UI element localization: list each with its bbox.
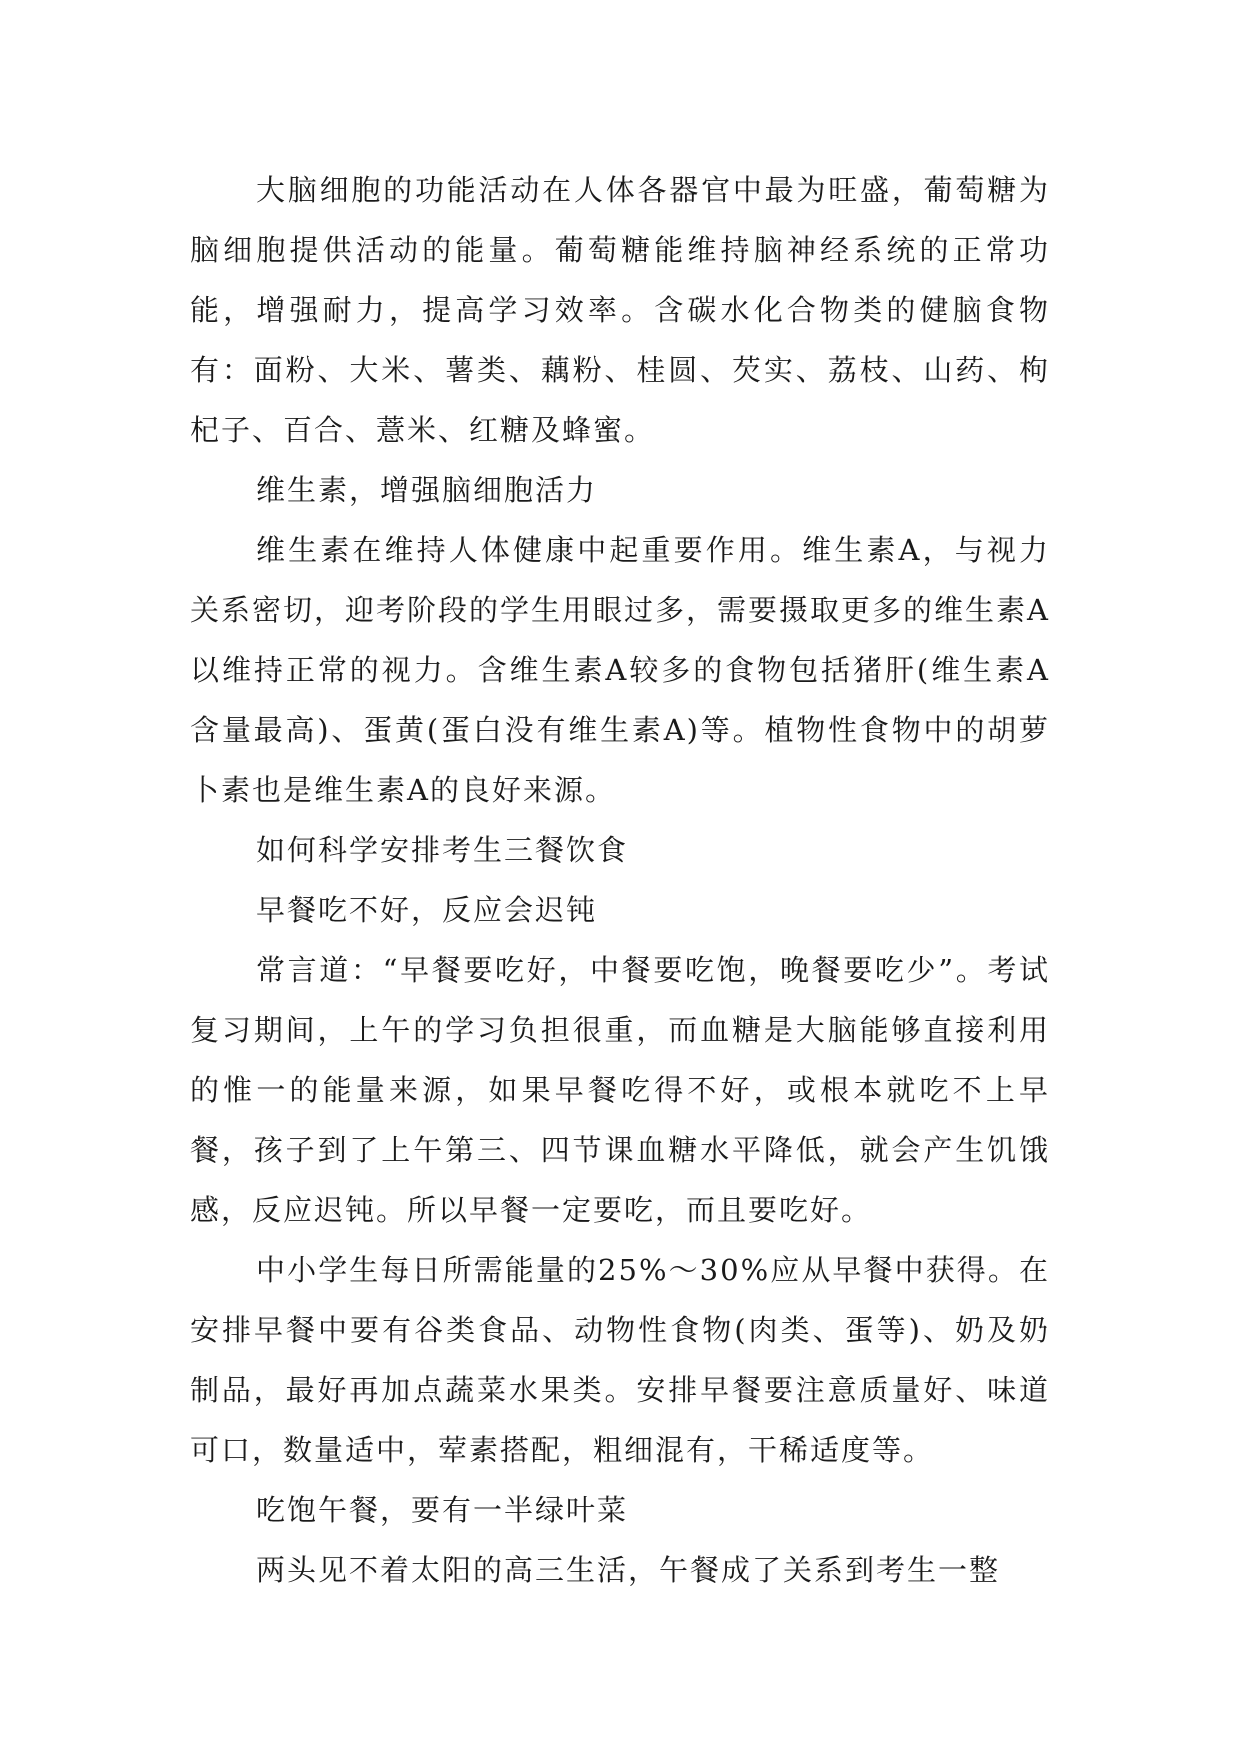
paragraph-breakfast-saying: 常言道：“早餐要吃好，中餐要吃饱，晚餐要吃少”。考试复习期间，上午的学习负担很重，而血糖是大脑能够直接利用的惟一的能量来源，如果早餐吃得不好，或根本就吃不上早餐，孩子到了上午第三、四节课血糖水平降低，就会产生饥饿感，反应迟钝。所以早餐一定要吃，而且要吃好。 — [190, 953, 1050, 1227]
heading-three-meals: 如何科学安排考生三餐饮食 — [256, 833, 629, 867]
paragraph-vitamin-a: 维生素在维持人体健康中起重要作用。维生素A，与视力关系密切，迎考阶段的学生用眼过多，需要摄取更多的维生素A以维持正常的视力。含维生素A较多的食物包括猪肝(维生素A含量最高)、蛋黄(蛋白没有维生素A)等。植物性食物中的胡萝卜素也是维生素A的良好来源。 — [190, 533, 1050, 807]
paragraph-breakfast-energy: 中小学生每日所需能量的25%～30%应从早餐中获得。在安排早餐中要有谷类食品、动物性食物(肉类、蛋等)、奶及奶制品，最好再加点蔬菜水果类。安排早餐要注意质量好、味道可口，数量适中，荤素搭配，粗细混有，干稀适度等。 — [190, 1253, 1050, 1467]
heading-lunch: 吃饱午餐，要有一半绿叶菜 — [256, 1493, 629, 1527]
paragraph-brain-glucose: 大脑细胞的功能活动在人体各器官中最为旺盛，葡萄糖为脑细胞提供活动的能量。葡萄糖能维持脑神经系统的正常功能，增强耐力，提高学习效率。含碳水化合物类的健脑食物有：面粉、大米、薯类、藕粉、桂圆、芡实、荔枝、山药、枸杞子、百合、薏米、红糖及蜂蜜。 — [190, 173, 1050, 447]
heading-breakfast: 早餐吃不好，反应会迟钝 — [256, 893, 598, 927]
document-body — [190, 160, 1050, 1600]
paragraph-lunch: 两头见不着太阳的高三生活，午餐成了关系到考生一整 — [256, 1553, 1001, 1587]
heading-vitamins: 维生素，增强脑细胞活力 — [256, 473, 598, 507]
